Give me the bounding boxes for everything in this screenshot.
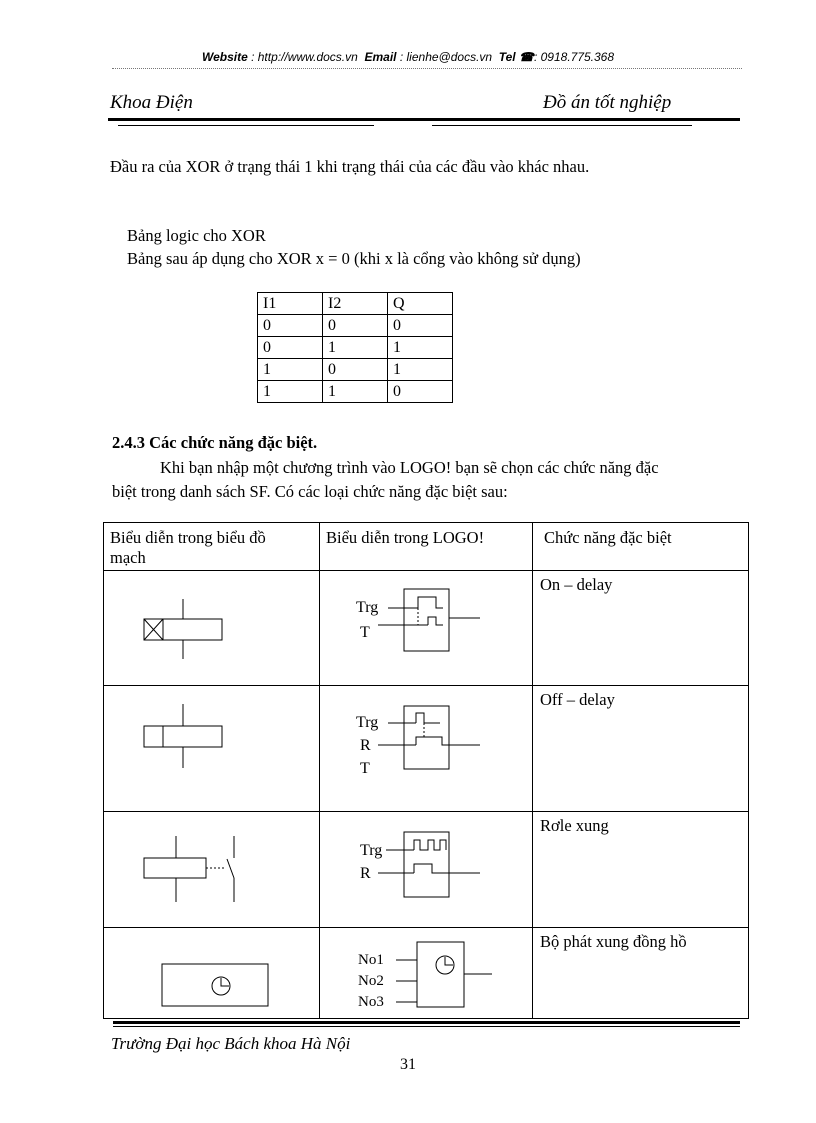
logo-input-label: T (360, 760, 370, 777)
footer-university: Trường Đại học Bách khoa Hà Nội (111, 1034, 351, 1053)
function-name-on-delay: On – delay (540, 575, 613, 594)
logic-title: Bảng logic cho XOR (127, 226, 266, 245)
table-cell: 0 (323, 359, 388, 381)
logo-input-label: R (360, 737, 371, 754)
footer-rule-thin (113, 1026, 740, 1027)
header-rule-left (118, 125, 374, 126)
col1-header-line2: mạch (110, 548, 146, 567)
table-col-divider (532, 523, 533, 1018)
xor-sentence: Đầu ra của XOR ở trạng thái 1 khi trạng thái của các đầu vào khác nhau. (110, 157, 590, 176)
tel-value: : 0918.775.368 (533, 50, 615, 64)
logo-input-label: Trg (356, 599, 379, 616)
footer-rule (113, 1021, 740, 1024)
table-row (258, 381, 453, 403)
table-header-cell (110, 528, 315, 568)
header-rule-right (432, 125, 692, 126)
table-cell: 1 (258, 381, 323, 403)
website-label: Website (201, 50, 248, 64)
email-label: Email (364, 50, 397, 64)
clock-pulse-circuit-symbol (104, 928, 318, 1018)
pulse-relay-logo-symbol (320, 812, 532, 927)
table-header-row (258, 293, 453, 315)
email-value[interactable]: : lienhe@docs.vn (399, 50, 493, 64)
table-cell: 0 (258, 315, 323, 337)
table-cell: 0 (388, 315, 453, 337)
logic-note: Bảng sau áp dụng cho XOR x = 0 (khi x là cổng vào không sử dụng) (127, 249, 581, 268)
website-value[interactable]: : http://www.docs.vn (251, 50, 358, 64)
function-name-pulse-relay: Rơle xung (540, 816, 609, 835)
table-cell: 1 (258, 359, 323, 381)
website-divider (112, 68, 742, 69)
header-rule (108, 118, 740, 121)
section-heading: 2.4.3 Các chức năng đặc biệt. (112, 433, 318, 452)
table-cell: 1 (388, 337, 453, 359)
table-cell: 1 (388, 359, 453, 381)
section-paragraph-line2: biệt trong danh sách SF. Có các loại chức năng đặc biệt sau: (112, 482, 508, 501)
table-cell: 0 (323, 315, 388, 337)
table-header-cell: Q (388, 293, 453, 315)
section-paragraph-line1: Khi bạn nhập một chương trình vào LOGO! bạn sẽ chọn các chức năng đặc (160, 458, 659, 477)
table-cell: 0 (258, 337, 323, 359)
table-cell: 1 (323, 381, 388, 403)
xor-logic-table (257, 292, 453, 403)
logo-input-label: Trg (356, 714, 379, 731)
off-delay-logo-symbol (320, 686, 532, 811)
function-name-clock-pulse: Bộ phát xung đồng hồ (540, 932, 687, 951)
logo-input-label: No1 (358, 952, 384, 968)
col1-header-line1: Biểu diễn trong biểu đồ (110, 528, 266, 547)
header-project: Đồ án tốt nghiệp (543, 92, 672, 113)
special-function-table (103, 522, 749, 1019)
col3-header: Chức năng đặc biệt (544, 528, 672, 547)
website-bar (0, 50, 816, 64)
logo-input-label: No2 (358, 973, 384, 989)
clock-pulse-logo-symbol (320, 928, 532, 1018)
tel-label: Tel (498, 50, 516, 64)
function-name-off-delay: Off – delay (540, 690, 615, 709)
off-delay-circuit-symbol (104, 686, 318, 811)
on-delay-circuit-symbol (104, 571, 318, 685)
header-department: Khoa Điện (110, 92, 193, 113)
logo-input-label: Trg (360, 842, 383, 859)
on-delay-logo-symbol (320, 571, 532, 685)
pulse-relay-circuit-symbol (104, 812, 318, 927)
logo-input-label: T (360, 624, 370, 641)
phone-icon: ☎ (519, 50, 534, 64)
col2-header: Biểu diễn trong LOGO! (326, 528, 485, 547)
table-cell: 0 (388, 381, 453, 403)
logo-input-label: R (360, 865, 371, 882)
table-row (258, 315, 453, 337)
table-header-cell: I1 (258, 293, 323, 315)
table-header-cell: I2 (323, 293, 388, 315)
page-number: 31 (400, 1056, 416, 1073)
table-row (258, 359, 453, 381)
table-row (258, 337, 453, 359)
logo-input-label: No3 (358, 994, 384, 1010)
table-cell: 1 (323, 337, 388, 359)
